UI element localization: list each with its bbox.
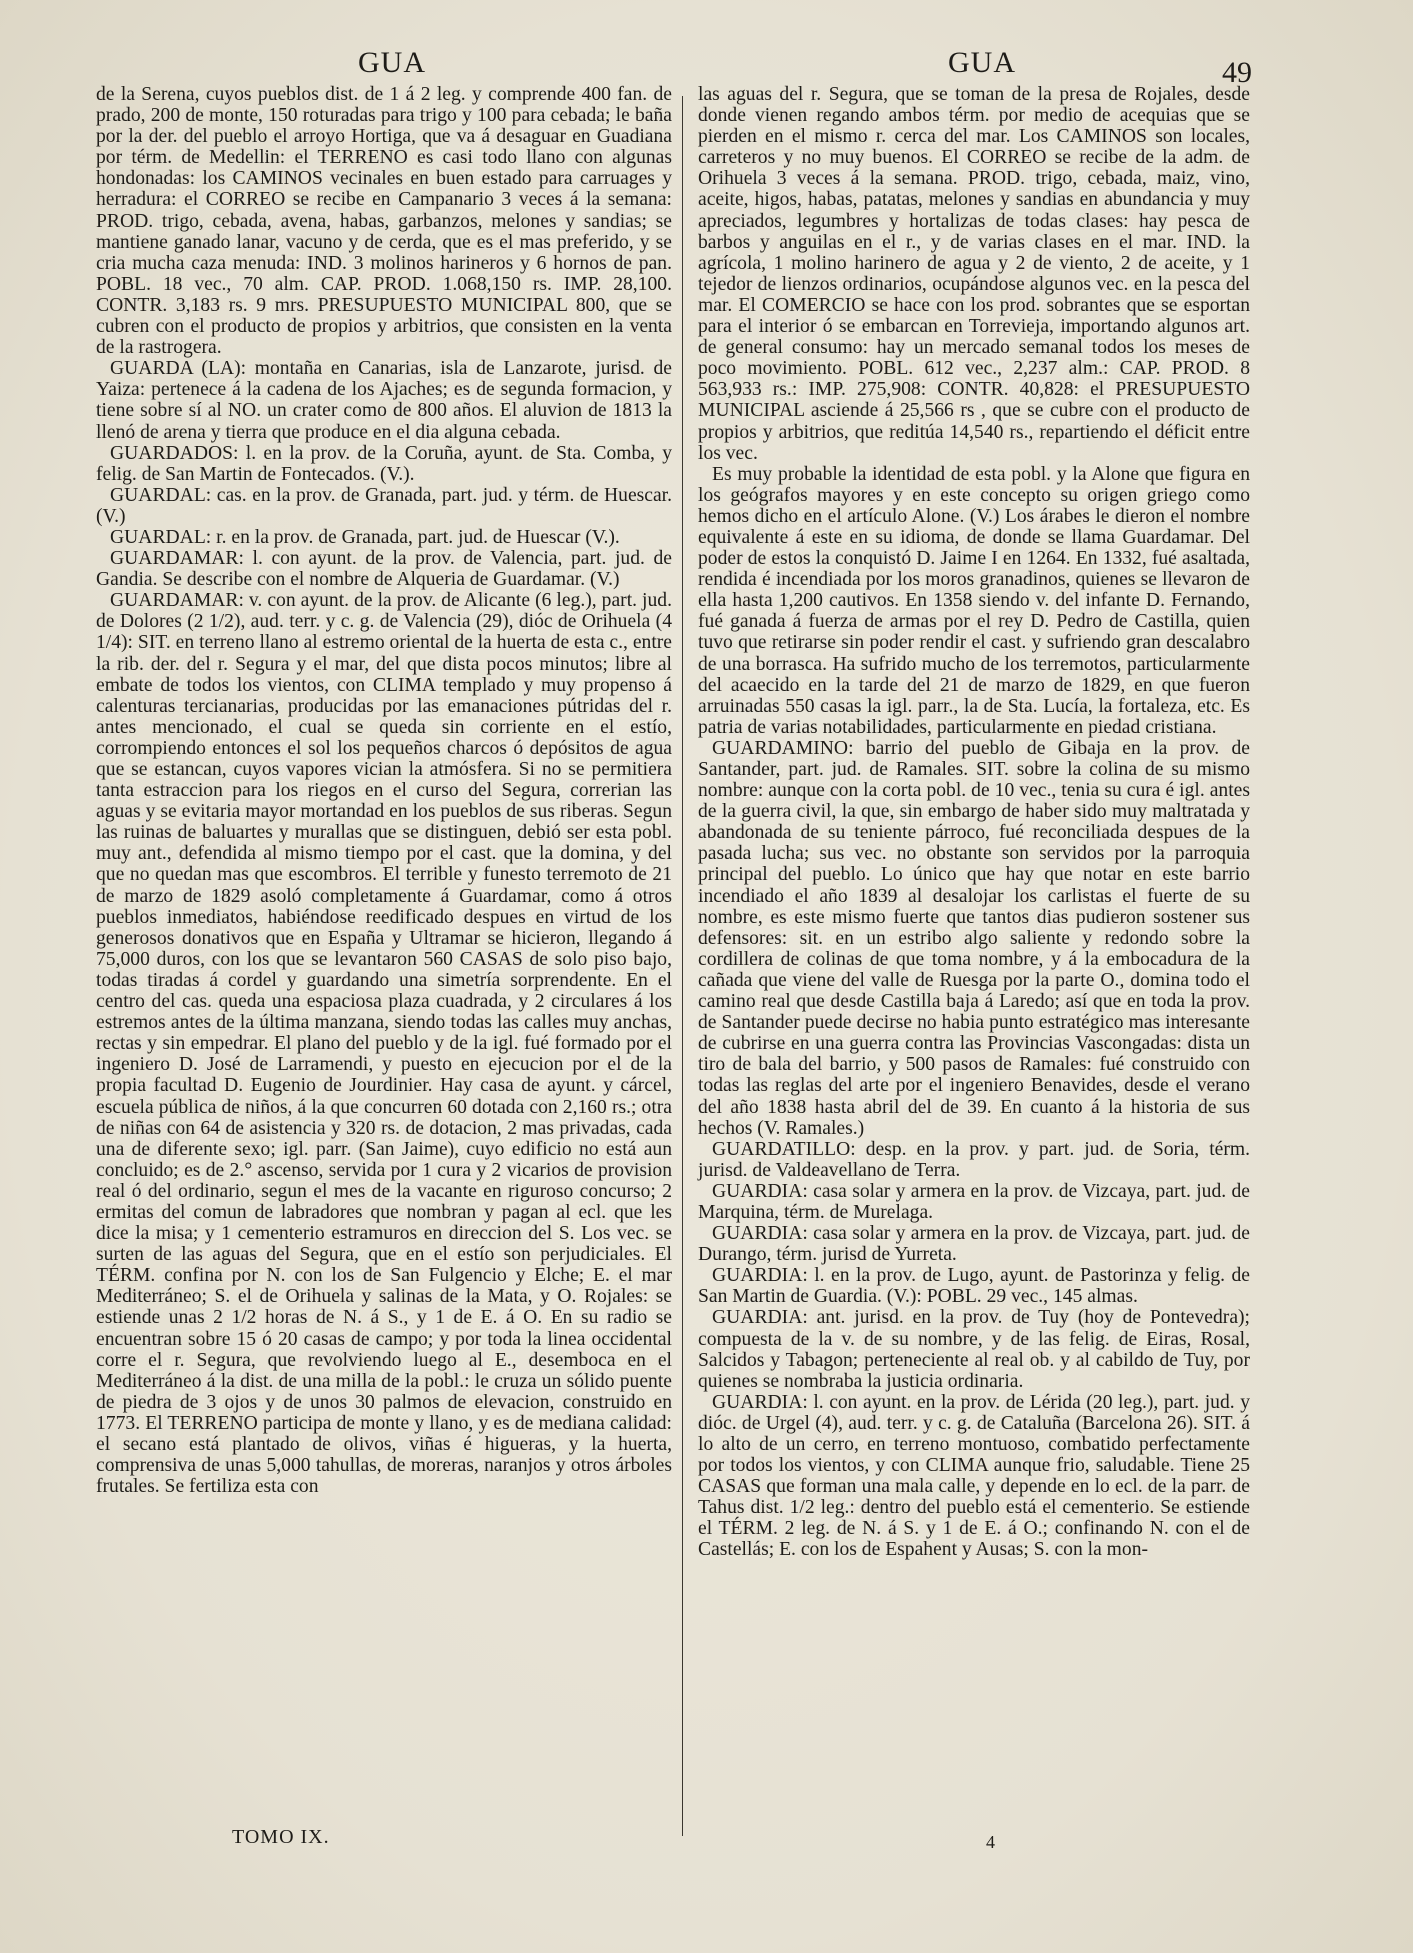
entry-paragraph: GUARDA (LA): montaña en Canarias, isla de Lanzarote, jurisd. de Yaiza: pertenece á la cadena de los Ajaches; es de segunda formacion, y tiene sobre sí al NO. un crater como de 800 años. El aluvion de 1813 la llenó de arena y tierra que produce en el dia alguna cebada.	[96, 358, 672, 443]
entry-paragraph: las aguas del r. Segura, que se toman de la presa de Rojales, desde donde vienen regando ambos térm. por medio de acequias que se pierden en el mismo r. cerca del mar. Los CAMINOS son locales, carreteros y no muy buenos. El CORREO se recibe de la adm. de Orihuela 3 veces á la semana. PROD. trigo, cebada, maiz, vino, aceite, higos, habas, patatas, melones y sandias en abundancia y muy apreciados, legumbres y hortalizas de todas clases: hay pesca de barbos y anguilas en el r., y de varias clases en el mar. IND. la agrícola, 1 molino harinero de agua y 2 de viento, 2 de aceite, y 1 tejedor de lienzos ordinarios, ocupándose algunos vec. en la pesca del mar. El COMERCIO se hace con los prod. sobrantes que se esportan para el interior ó se embarcan en Torrevieja, importando algunos art. de general consumo: hay un mercado semanal todos los meses de poco movimiento. POBL. 612 vec., 2,237 alm.: CAP. PROD. 8 563,933 rs.: IMP. 275,908: CONTR. 40,828: el PRESUPUESTO MUNICIPAL asciende á 25,566 rs , que se cubre con el producto de propios y arbitrios, que reditúa 14,540 rs., repartiendo el déficit entre los vec.	[698, 84, 1250, 464]
page-number: 49	[1222, 56, 1252, 89]
entry-paragraph: GUARDAL: cas. en la prov. de Granada, part. jud. y térm. de Huescar. (V.)	[96, 484, 672, 527]
entry-paragraph: GUARDIA: l. en la prov. de Lugo, ayunt. de Pastorinza y felig. de San Martin de Guardia. (V.): POBL. 29 vec., 145 almas.	[698, 1265, 1250, 1308]
entry-paragraph: de la Serena, cuyos pueblos dist. de 1 á 2 leg. y comprende 400 fan. de prado, 200 de monte, 150 roturadas para trigo y 100 para cebada; le baña por la der. del pueblo el arroyo Hortiga, que va á desaguar en Guadiana por térm. de Medellin: el TERRENO es casi todo llano con algunas hondonadas: los CAMINOS vecinales en buen estado para carruages y herradura: el CORREO se recibe en Campanario 3 veces á la semana: PROD. trigo, cebada, avena, habas, garbanzos, melones y sandias; se mantiene ganado lanar, vacuno y de cerda, que es el mas preferido, y se cria mucha caza menuda: IND. 3 molinos harineros y 6 hornos de pan. POBL. 18 vec., 70 alm. CAP. PROD. 1.068,150 rs. IMP. 28,100. CONTR. 3,183 rs. 9 mrs. PRESUPUESTO MUNICIPAL 800, que se cubren con el producto de propios y arbitrios, que consisten en la venta de la rastrogera.	[96, 84, 672, 359]
column-divider	[682, 96, 683, 1836]
left-column	[96, 84, 672, 1497]
entry-paragraph: GUARDIA: casa solar y armera en la prov. de Vizcaya, part. jud. de Durango, térm. jurisd de Yurreta.	[698, 1223, 1250, 1266]
entry-paragraph: GUARDAMINO: barrio del pueblo de Gibaja en la prov. de Santander, part. jud. de Ramales. SIT. sobre la colina de su mismo nombre: aunque con la corta pobl. de 10 vec., tenia su cura é igl. antes de la guerra civil, la que, sin embargo de haber sido muy maltratada y abandonada de su teniente párroco, fué reconciliada despues de la pasada lucha; sus vec. no obstante son servidos por la parroquia principal del pueblo. Lo único que hay que notar en este barrio incendiado el año 1839 al desalojar los carlistas el fuerte de su nombre, es este mismo fuerte que tantos dias pudieron sostener sus defensores: sit. en un estribo algo saliente y redondo sobre la cordillera de colinas de que toma nombre, y á la embocadura de la cañada que viene del valle de Ruesga por la parte O., domina todo el camino real que desde Castilla baja á Laredo; así que en toda la prov. de Santander puede decirse no habia punto estratégico mas interesante de cubrirse en una guerra contra las Provincias Vascongadas: dista un tiro de bala del barrio, y 500 pasos de Ramales: fué construido con todas las reglas del arte por el ingeniero Benavides, desde el verano del año 1838 hasta abril del de 39. En cuanto á la historia de sus hechos (V. Ramales.)	[698, 737, 1250, 1139]
right-column	[698, 84, 1250, 1561]
entry-paragraph: GUARDAL: r. en la prov. de Granada, part. jud. de Huescar (V.).	[110, 526, 620, 548]
entry-paragraph: GUARDIA: l. con ayunt. en la prov. de Lérida (20 leg.), part. jud. y dióc. de Urgel (4), aud. terr. y c. g. de Cataluña (Barcelona 26). SIT. á lo alto de un cerro, en terreno montuoso, combatido perfectamente por todos los vientos, y con CLIMA aunque frio, saludable. Tiene 25 CASAS que forman una mala calle, y depende en lo ecl. de la parr. de Tahus dist. 1/2 leg.: dentro del pueblo está el cementerio. Se estiende el TÉRM. 2 leg. de N. á S. y 1 de E. á O.; confinando N. con el de Castellás; E. con los de Espahent y Ausas; S. con la mon-	[698, 1391, 1250, 1561]
entry-paragraph: GUARDIA: casa solar y armera en la prov. de Vizcaya, part. jud. de Marquina, térm. de Murelaga.	[698, 1180, 1250, 1223]
entry-paragraph: GUARDAMAR: l. con ayunt. de la prov. de Valencia, part. jud. de Gandia. Se describe con el nombre de Alqueria de Guardamar. (V.)	[96, 548, 672, 591]
entry-paragraph: GUARDADOS: l. en la prov. de la Coruña, ayunt. de Sta. Comba, y felig. de San Martin de Fontecados. (V.).	[96, 442, 672, 485]
running-head-right: GUA	[948, 46, 1016, 79]
signature-mark: 4	[986, 1832, 995, 1852]
volume-label: TOMO IX.	[232, 1826, 330, 1848]
running-head-left: GUA	[358, 46, 426, 79]
entry-paragraph: GUARDATILLO: desp. en la prov. y part. jud. de Soria, térm. jurisd. de Valdeavellano de Terra.	[698, 1138, 1250, 1181]
entry-paragraph: GUARDAMAR: v. con ayunt. de la prov. de Alicante (6 leg.), part. jud. de Dolores (2 1/2), aud. terr. y c. g. de Valencia (29), dióc de Orihuela (4 1/4): SIT. en terreno llano al estremo oriental de la huerta de esta c., entre la rib. der. del r. Segura y el mar, del que dista pocos minutos; libre al embate de todos los vientos, con CLIMA templado y muy propenso á calenturas tercianarias, producidas por las emanaciones pútridas del r. antes mencionado, el cual se queda sin corriente en el estío, corrompiendo entonces el sol los pequeños charcos ó depósitos de agua que se estancan, cuyos vapores vician la atmósfera. Si no se permitiera tanta estraccion para los riegos en el curso del Segura, correrian las aguas y se evitaria mayor mortandad en los pueblos de sus riberas. Segun las ruinas de baluartes y murallas que se distinguen, debió ser esta pobl. muy ant., defendida al mismo tiempo por el cast. que la domina, y del que no quedan mas que escombros. El terrible y funesto terremoto de 21 de marzo de 1829 asoló completamente á Guardamar, como á otros pueblos inmediatos, habiéndose reedificado despues en virtud de los generosos donativos que en España y Ultramar se hicieron, llegando á 75,000 duros, con los que se levantaron 560 CASAS de solo piso bajo, todas tiradas á cordel y guardando una simetría sorprendente. En el centro del cas. queda una espaciosa plaza cuadrada, y 2 circulares á los estremos antes de la última manzana, siendo todas las calles muy anchas, rectas y sin empedrar. El plano del pueblo y de la igl. fué formado por el ingeniero D. José de Larramendi, y puesto en ejecucion por el de la propia facultad D. Eugenio de Jourdinier. Hay casa de ayunt. y cárcel, escuela pública de niños, á la que concurren 60 dotada con 2,160 rs.; otra de niñas con 64 de asistencia y 320 rs. de dotacion, 2 mas privadas, cada una de diferente sexo; igl. parr. (San Jaime), cuyo edificio no está aun concluido; es de 2.° ascenso, servida por 1 cura y 2 vicarios de provision real ó del ordinario, segun el mes de la vacante en riguroso concurso; 2 ermitas del comun de labradores que nombran y pagan al ecl. que les dice la misa; y 1 cementerio estramuros en direccion del S. Los vec. se surten de las aguas del Segura, que en el estío son perjudiciales. El TÉRM. confina por N. con los de San Fulgencio y Elche; E. el mar Mediterráneo; S. el de Orihuela y salinas de la Mata, y O. Rojales: se estiende unas 2 1/2 horas de N. á S., y 1 de E. á O. En su radio se encuentran sobre 15 ó 20 casas de campo; y por toda la linea occidental corre el r. Segura, que revolviendo luego al E., desemboca en el Mediterráneo á la dist. de una milla de la pobl.: le cruza un sólido puente de piedra de 3 ojos y de unos 30 palmos de elevacion, construido en 1773. El TERRENO participa de monte y llano, y es de mediana calidad: el secano está plantado de olivos, viñas é higueras, y la huerta, comprensiva de unas 5,000 tahullas, de moreras, naranjos y otros árboles frutales. Se fertiliza esta con	[96, 590, 672, 1498]
entry-paragraph: Es muy probable la identidad de esta pobl. y la Alone que figura en los geógrafos mayores y en este concepto su origen griego como hemos dicho en el artículo Alone. (V.) Los árabes le dieron el nombre equivalente á este en su idioma, de donde se llama Guardamar. Del poder de estos la conquistó D. Jaime I en 1264. En 1332, fué asaltada, rendida é incendiada por los moros granadinos, quienes se llevaron de ella hasta 1,200 cautivos. En 1358 siendo v. del infante D. Fernando, fué ganada á fuerza de armas por el rey D. Pedro de Castilla, quien tuvo que retirarse sin poder rendir el cast. y sufriendo gran descalabro de una borrasca. Ha sufrido mucho de los terremotos, particularmente del acaecido en la tarde del 21 de marzo de 1829, en que fueron arruinadas 550 casas la igl. parr., la de Sta. Lucía, la fortaleza, etc. Es patria de varias notabilidades, particularmente en piedad cristiana.	[698, 463, 1250, 738]
entry-paragraph: GUARDIA: ant. jurisd. en la prov. de Tuy (hoy de Pontevedra); compuesta de la v. de su nombre, y de las felig. de Eiras, Rosal, Salcidos y Tabagon; perteneciente al real ob. y al cabildo de Tuy, por quienes se nombraba la justicia ordinaria.	[698, 1307, 1250, 1392]
